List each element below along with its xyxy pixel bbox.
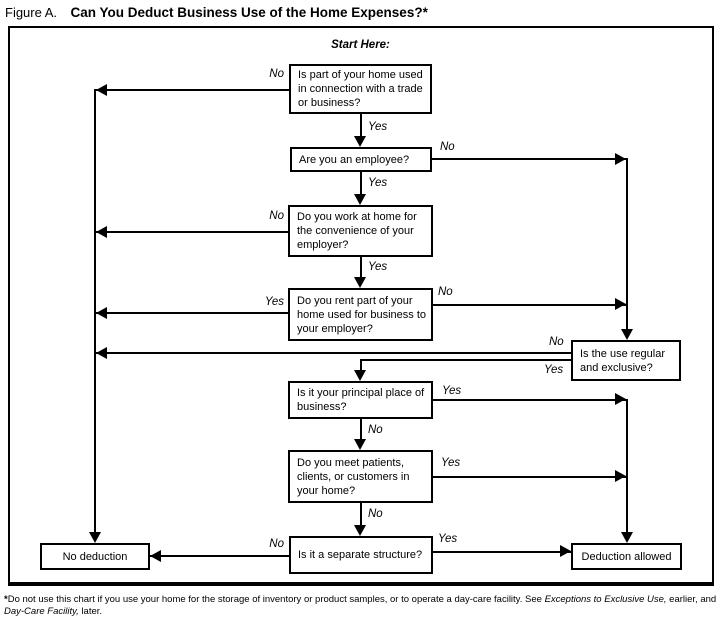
edge-patients-yes-label: Yes [441, 457, 461, 469]
edge-principal-no-line [360, 419, 362, 439]
node-trade-business [289, 64, 432, 114]
footnote-text-3: later. [78, 606, 103, 617]
edge-principal-no-label: No [368, 424, 383, 436]
edge-patients-no-label: No [368, 508, 383, 520]
rail-right-lower-line [626, 399, 628, 532]
edge-convenience-yes-arrowhead-icon [354, 277, 366, 288]
rail-right-upper-arrowhead-icon [621, 329, 633, 340]
edge-exclusive-yes-drop-line [360, 359, 362, 370]
footnote-asterisk: * [4, 594, 8, 605]
edge-exclusive-yes-arrowhead-icon [354, 370, 366, 381]
node-trade-business-text: Is part of your home used in connection with a trade or business? [298, 69, 423, 109]
edge-structure-yes-line [433, 551, 571, 553]
edge-employee-yes-label: Yes [368, 177, 388, 189]
edge-structure-yes-arrowhead-icon [560, 545, 571, 557]
node-deduction-allowed-text: Deduction allowed [581, 550, 672, 563]
node-separate-structure [289, 536, 433, 574]
node-separate-structure-text: Is it a separate structure? [298, 549, 423, 561]
edge-structure-no-arrowhead-icon [150, 550, 161, 562]
edge-convenience-no-label: No [269, 210, 284, 222]
edge-principal-no-arrowhead-icon [354, 439, 366, 450]
edge-patients-yes-arrowhead-icon [615, 470, 626, 482]
edge-exclusive-no-line [96, 352, 571, 354]
edge-patients-no-line [360, 503, 362, 525]
start-here-label: Start Here: [331, 39, 390, 51]
footnote [4, 594, 720, 618]
node-no-deduction-text: No deduction [62, 550, 128, 563]
edge-trade-yes-arrowhead-icon [354, 136, 366, 147]
footnote-text-1: Do not use this chart if you use your home for the storage of inventory or product samples, or to operate a day-care facility. See [7, 594, 545, 605]
edge-structure-no-line [150, 555, 289, 557]
edge-patients-yes-line [433, 476, 626, 478]
edge-convenience-no-arrowhead-icon [96, 226, 107, 238]
rail-left-arrowhead-icon [89, 532, 101, 543]
edge-convenience-yes-label: Yes [368, 261, 388, 273]
node-principal-place [288, 381, 433, 419]
edge-principal-yes-line [433, 399, 626, 401]
node-principal-place-text: Is it your principal place of business? [297, 387, 425, 413]
edge-exclusive-yes-label: Yes [544, 364, 564, 376]
rail-right-upper-line [626, 158, 628, 329]
edge-employee-no-label: No [440, 141, 455, 153]
edge-exclusive-no-arrowhead-icon [96, 347, 107, 359]
footnote-text-2: earlier, and [666, 594, 717, 605]
edge-structure-no-label: No [269, 538, 284, 550]
edge-principal-yes-arrowhead-icon [615, 393, 626, 405]
footnote-italic-1: Exceptions to Exclusive Use, [544, 594, 667, 605]
edge-convenience-no-line [96, 231, 288, 233]
edge-exclusive-yes-line [360, 359, 571, 361]
edge-trade-no-label: No [269, 68, 284, 80]
edge-rent-no-line [433, 304, 626, 306]
edge-patients-no-arrowhead-icon [354, 525, 366, 536]
edge-trade-no-line [96, 89, 289, 91]
figure-heading: Can You Deduct Business Use of the Home Expenses?* [70, 5, 428, 20]
edge-rent-no-arrowhead-icon [615, 298, 626, 310]
node-deduction-allowed [571, 543, 682, 570]
edge-rent-yes-line [96, 312, 288, 314]
node-employee [290, 147, 432, 172]
figure-label: Figure A. [5, 5, 58, 20]
footnote-italic-2: Day-Care Facility, [4, 606, 79, 617]
edge-convenience-yes-line [360, 257, 362, 277]
edge-employee-yes-line [360, 172, 362, 194]
figure-title-row [5, 4, 428, 22]
edge-rent-no-label: No [438, 286, 453, 298]
edge-employee-no-arrowhead-icon [615, 153, 626, 165]
edge-rent-yes-label: Yes [264, 296, 284, 308]
node-no-deduction [40, 543, 150, 570]
rail-right-lower-arrowhead-icon [621, 532, 633, 543]
node-meet-patients [288, 450, 433, 503]
node-rent-to-employer-text: Do you rent part of your home used for business to your employer? [297, 294, 427, 335]
edge-rent-yes-arrowhead-icon [96, 307, 107, 319]
edge-trade-yes-label: Yes [368, 121, 388, 133]
edge-employee-no-line [432, 158, 626, 160]
edge-trade-yes-line [360, 114, 362, 136]
node-meet-patients-text: Do you meet patients, clients, or customers in your home? [297, 456, 410, 497]
edge-employee-yes-arrowhead-icon [354, 194, 366, 205]
edge-principal-yes-label: Yes [442, 385, 462, 397]
node-convenience [288, 205, 433, 257]
node-rent-to-employer [288, 288, 433, 341]
edge-trade-no-arrowhead-icon [96, 84, 107, 96]
node-employee-text: Are you an employee? [299, 153, 410, 166]
node-convenience-text: Do you work at home for the convenience of your employer? [297, 211, 417, 251]
node-regular-exclusive [571, 340, 681, 381]
node-regular-exclusive-text: Is the use regular and exclusive? [580, 347, 665, 374]
edge-exclusive-no-label: No [549, 336, 564, 348]
edge-structure-yes-label: Yes [438, 533, 458, 545]
